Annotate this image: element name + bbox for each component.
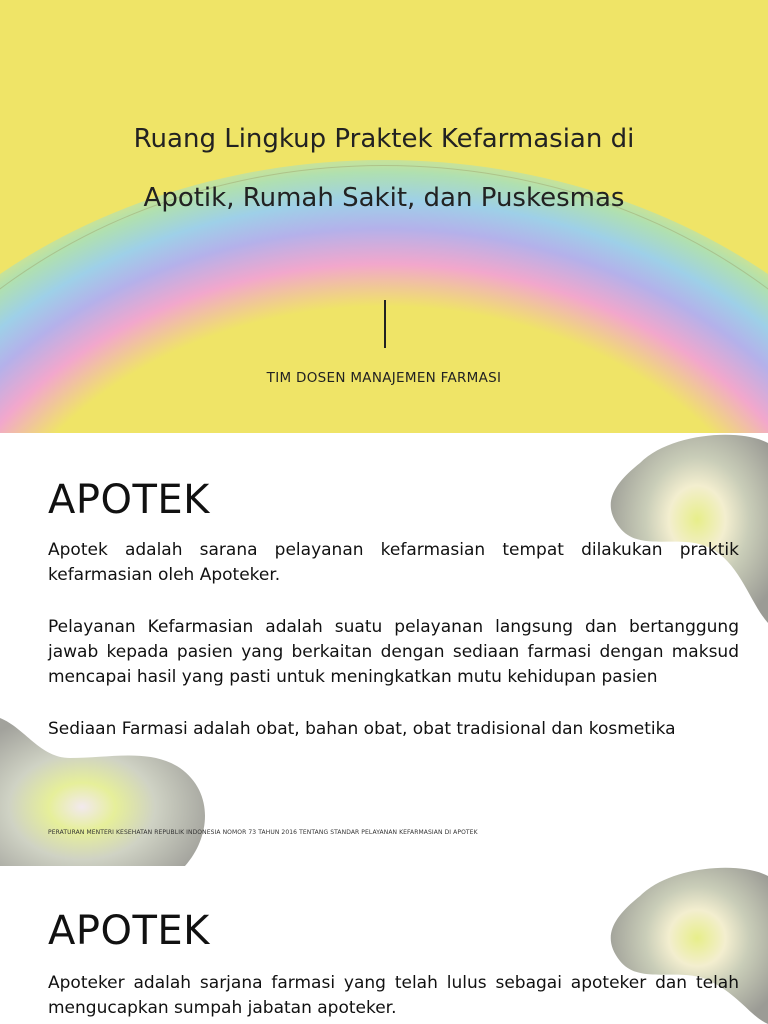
slide-heading: APOTEK <box>48 477 210 523</box>
title-slide <box>0 0 768 433</box>
decorative-blob-top-right <box>600 433 768 623</box>
slide-subtitle: TIM DOSEN MANAJEMEN FARMASI <box>266 370 502 386</box>
slide-title-line-2: Apotik, Rumah Sakit, dan Puskesmas <box>143 183 625 213</box>
paragraph-sediaan-farmasi: Sediaan Farmasi adalah obat, bahan obat, obat tradisional dan kosmetika <box>48 719 676 739</box>
content-slide-apotek-1 <box>0 433 768 866</box>
paragraph-definition-apotek: Apotek adalah sarana pelayanan kefarmasian tempat dilakukan praktik kefarmasian oleh Apoteker. <box>48 540 739 585</box>
slide-title-line-1: Ruang Lingkup Praktek Kefarmasian di <box>133 124 635 154</box>
content-slide-apotek-2 <box>0 866 768 1024</box>
paragraph-definition-apoteker: Apoteker adalah sarjana farmasi yang telah lulus sebagai apoteker dan telah mengucapkan sumpah jabatan apoteker. <box>48 973 739 1018</box>
paragraph-pelayanan-kefarmasian: Pelayanan Kefarmasian adalah suatu pelayanan langsung dan bertanggung jawab kepada pasien yang berkaitan dengan sediaan farmasi dengan maksud mencapai hasil yang pasti untuk meningkatkan mutu kehidupan pasien <box>48 617 739 687</box>
vertical-divider <box>384 300 386 348</box>
slide-heading: APOTEK <box>48 908 210 954</box>
source-footnote: PERATURAN MENTERI KESEHATAN REPUBLIK INDONESIA NOMOR 73 TAHUN 2016 TENTANG STANDAR PELAYANAN KEFARMASIAN DI APOTEK <box>48 829 478 836</box>
